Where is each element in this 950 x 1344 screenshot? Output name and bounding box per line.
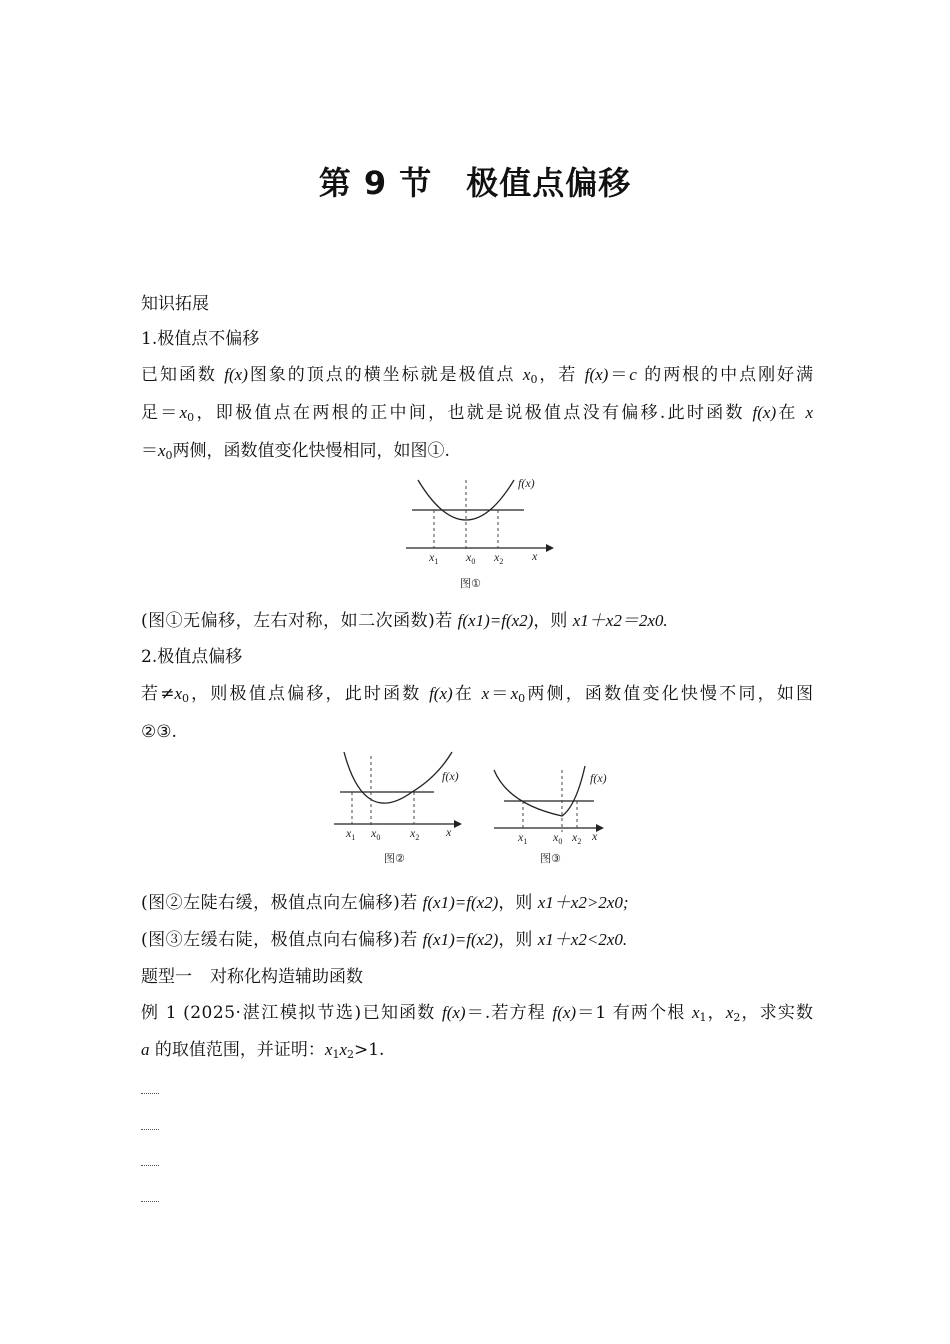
- part2-note-3: (图③左缓右陡，极值点向右偏移)若 f(x1)=f(x2)，则 x1＋x2<2x0.: [141, 930, 628, 950]
- answer-line-3: [141, 1165, 159, 1166]
- part1-note: (图①无偏移，左右对称，如二次函数)若 f(x1)=f(x2)，则 x1＋x2＝2x0.: [141, 611, 668, 631]
- section-number: 第 9 节: [318, 164, 433, 202]
- fig3-caption: 图③: [540, 852, 561, 865]
- fig1-axis-label: x: [532, 549, 538, 563]
- fig2-axis-label: x: [446, 825, 452, 839]
- page-title: [0, 158, 950, 204]
- fig2-arrow-icon: [454, 820, 462, 828]
- fig1-fx-label: f(x): [518, 476, 535, 490]
- answer-line-4: [141, 1201, 159, 1202]
- part1-paragraph-line-1: 已知函数 f(x)图象的顶点的横坐标就是极值点 $x_0$，若 f(x)＝c 的两根的中点刚好满: [141, 365, 813, 386]
- fig2-x1-label: $x_1$: [346, 826, 356, 842]
- part2-note-2: (图②左陡右缓，极值点向左偏移)若 f(x1)=f(x2)，则 x1＋x2>2x0;: [141, 893, 629, 913]
- answer-line-2: [141, 1129, 159, 1130]
- fig3-axis-label: x: [592, 829, 598, 843]
- example-line-1: 例 1 (2025·湛江模拟节选)已知函数 f(x)＝.若方程 f(x)＝1 有两个根 $x_1$，$x_2$，求实数: [141, 1003, 813, 1024]
- part2-heading: 2.极值点偏移: [141, 647, 243, 667]
- figure-3: [490, 766, 620, 872]
- part2-paragraph-line-2: ②③.: [141, 722, 177, 742]
- fig1-arrow-icon: [546, 544, 554, 552]
- answer-line-1: [141, 1093, 159, 1094]
- fig1-caption: 图①: [460, 577, 481, 590]
- section-topic: 极值点偏移: [466, 164, 632, 202]
- example-line-2: a 的取值范围，并证明：$x_1x_2>1$.: [141, 1040, 385, 1061]
- figure-2: [332, 752, 472, 872]
- fig3-x1-label: $x_1$: [518, 830, 528, 846]
- fig2-x2-label: $x_2$: [410, 826, 420, 842]
- fig1-x1-label: $x_1$: [429, 550, 439, 566]
- part1-heading: 1.极值点不偏移: [141, 329, 260, 349]
- question-type-heading: 题型一 对称化构造辅助函数: [141, 967, 363, 987]
- fig2-x0-label: $x_0$: [371, 826, 381, 842]
- fig3-curve: [494, 766, 585, 816]
- fig2-curve: [344, 752, 452, 803]
- fig3-x2-label: $x_2$: [572, 830, 582, 846]
- fig1-x0-label: $x_0$: [466, 550, 476, 566]
- intro-heading: 知识拓展: [141, 294, 209, 314]
- fig2-caption: 图②: [384, 852, 405, 865]
- part1-paragraph-line-3: $=x_0$两侧，函数值变化快慢相同，如图①.: [141, 441, 450, 462]
- fig3-fx-label: f(x): [590, 771, 607, 785]
- part1-paragraph-line-2: 足$=x_0$，即极值点在两根的正中间，也就是说极值点没有偏移.此时函数 f(x)在 x: [141, 403, 813, 424]
- fig1-x2-label: $x_2$: [494, 550, 504, 566]
- figure-1: [400, 472, 560, 597]
- part2-paragraph-line-1: 若$\ne x_0$，则极值点偏移，此时函数 f(x)在 $x=x_0$两侧，函数值变化快慢不同，如图: [141, 684, 813, 705]
- fig3-x0-label: $x_0$: [553, 830, 563, 846]
- fig2-fx-label: f(x): [442, 769, 459, 783]
